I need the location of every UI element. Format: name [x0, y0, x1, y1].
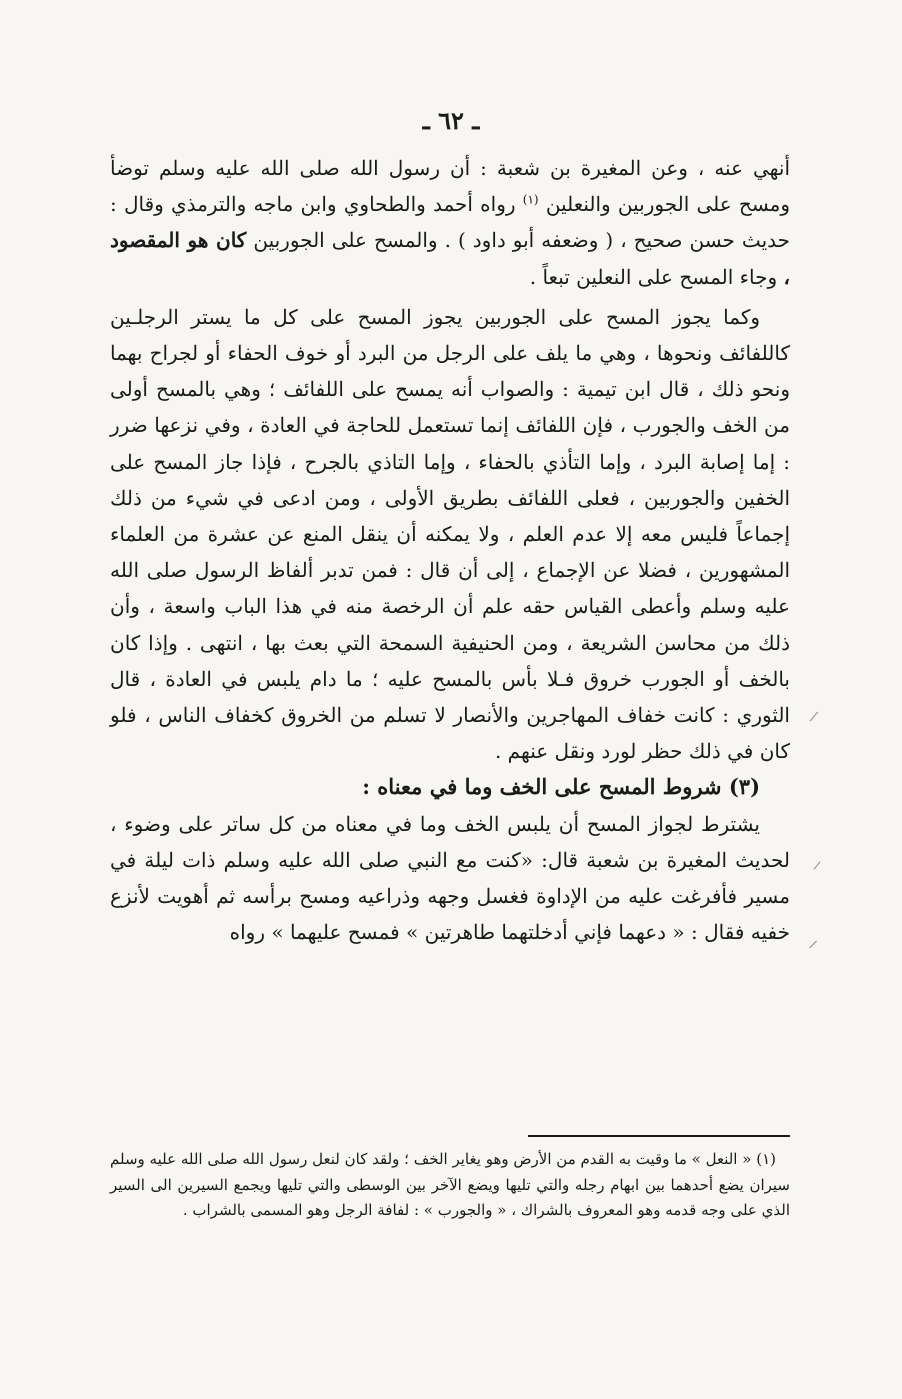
page-number: ـ ٦٢ ـ: [422, 106, 480, 135]
footnotes: [110, 1147, 790, 1224]
scan-mark: [809, 941, 817, 949]
footnote-reference: (١): [522, 192, 539, 207]
footnote-1: (١) « النعل » ما وقيت به القدم من الأرض وهو يغاير الخف ؛ ولقد كان لنعل رسول الله صلى الله عليه وسلم سيران يضع أحدهما بين ابهام رجله والتي تليها ويضع الآخر بين الوسطى والتي تليها ويجمع السيرين الى السير الذي على وجه قدمه وهو المعروف بالشراك ، « والجورب » : لفافة الرجل وهو المسمى بالشراب .: [110, 1150, 790, 1219]
paragraph-1-tail: وجاء المسح على النعلين تبعاً .: [529, 264, 778, 289]
scan-mark: [810, 712, 818, 722]
paragraph-3: يشترط لجواز المسح أن يلبس الخف وما في معناه من كل ساتر على وضوء ، لحديث المغيرة بن شعبة قال: «كنت مع النبي صلى الله عليه وسلم ذات ليلة في مسير فأفرغت عليه من الإداوة فغسل وجهه وذراعيه ومسح برأسه ثم أهويت لأنزع خفيه فقال : « دعهما فإني أدخلتهما طاهرتين » فمسح عليهما » رواه: [110, 811, 790, 945]
paragraph-1-line-1: أنهي عنه ، وعن المغيرة بن شعبة : أن رسول الله صلى الله عليه وسلم توضأ: [110, 156, 790, 180]
paragraph-1-bold-phrase: كان هو المقصود ،: [110, 228, 790, 289]
section-heading: (٣) شروط المسح على الخف وما في معناه :: [362, 774, 760, 800]
paragraph-1-line-2: ومسح على الجوربين والنعلين: [545, 192, 791, 217]
footnote-divider: [528, 1135, 790, 1137]
paragraph-1-rest: رواه أحمد والطحاوي وابن ماجه والترمذي وقال : حديث حسن صحيح ، ( وضعفه أبو داود ) . والمسح على الجوربين: [110, 192, 790, 253]
paragraph-1: [110, 150, 790, 295]
paragraph-2: وكما يجوز المسح على الجوربين يجوز المسح على كل ما يستر الرجلـين كاللفائف ونحوها ، وهي ما يلف على الرجل من البرد أو خوف الحفاء أو لجراح بهما ونحو ذلك ، قال ابن تيمية : والصواب أنه يمسح على اللفائف ؛ وهي بالمسح أولى من الخف والجورب ، فإن اللفائف إنما تستعمل للحاجة في العادة ، وفي نزعها ضرر : إما إصابة البرد ، وإما التأذي بالحفاء ، وإما التاذي بالجرح ، فإذا جاز المسح على الخفين والجوربين ، فعلى اللفائف بطريق الأولى ، ومن ادعى في شيء من ذلك إجماعاً فليس معه إلا عدم العلم ، ولا يمكنه أن ينقل المنع عن عشرة من العلماء المشهورين ، فضلا عن الإجماع ، إلى أن قال : فمن تدبر ألفاظ الرسول صلى الله عليه وسلم وأعطى القياس حقه علم أن الرخصة منه في هذا الباب واسعة ، وأن ذلك من محاسن الشريعة ، ومن الحنيفية السمحة التي بعث بها ، انتهى . وإذا كان بالخف أو الجورب خروق فـلا بأس بالمسح عليه ؛ ما دام يلبس في العادة ، قال الثوري : كانت خفاف المهاجرين والأنصار لا تسلم من الخروق كخفاف الناس ، فلو كان في ذلك حظر لورد ونقل عنهم .: [110, 304, 790, 764]
main-text: [110, 150, 790, 950]
scan-mark: [813, 861, 820, 869]
